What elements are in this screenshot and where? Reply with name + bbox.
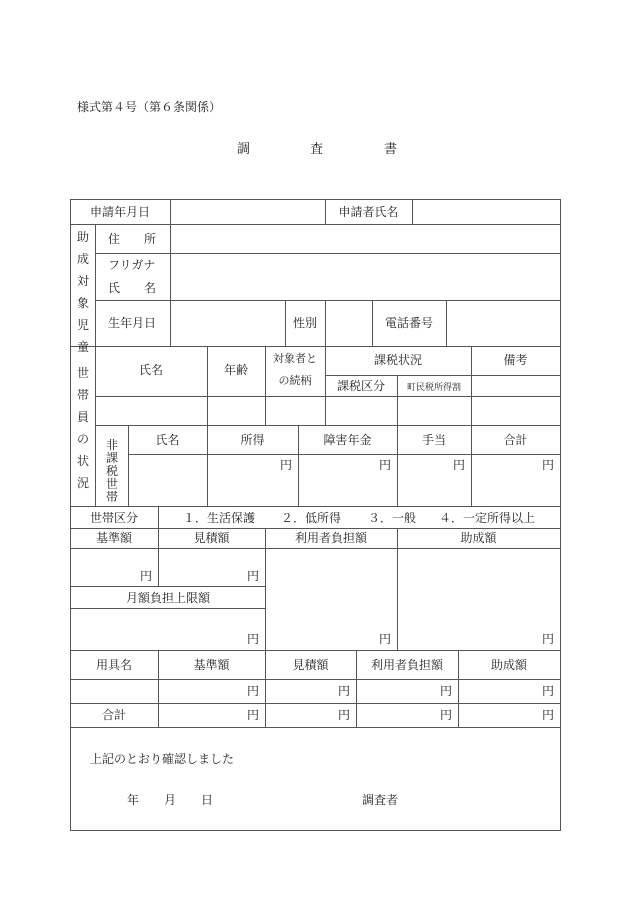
base-amount-yen: 円 xyxy=(140,569,153,583)
child-name-label: 氏 名 xyxy=(108,281,157,295)
tax-class-header: 課税区分 xyxy=(336,379,385,393)
base-amount-header: 基準額 xyxy=(95,531,132,545)
phone-label: 電話番号 xyxy=(384,316,433,330)
equipment-estimate-yen: 円 xyxy=(338,684,351,698)
total-burden-yen: 円 xyxy=(440,708,453,722)
total-subsidy-yen: 円 xyxy=(542,708,555,722)
birthdate-field[interactable] xyxy=(171,301,285,346)
household-class-option-3[interactable]: ３．一般 xyxy=(368,511,417,525)
household-section-label: 世帯員の状況 xyxy=(76,366,89,490)
title-char-3: 書 xyxy=(384,142,398,157)
subsidy-header: 助成額 xyxy=(460,531,497,545)
equipment-base-yen: 円 xyxy=(247,684,260,698)
monthly-cap-label: 月額負担上限額 xyxy=(125,591,210,605)
title-char-2: 査 xyxy=(310,142,324,157)
member-tax-class-field[interactable] xyxy=(326,397,397,425)
nt-pension-header: 障害年金 xyxy=(323,433,372,447)
equipment-name-header: 用具名 xyxy=(95,658,132,672)
nt-allowance-yen: 円 xyxy=(453,458,466,472)
relation-header-1: 対象者と xyxy=(273,352,317,365)
title-char-1: 調 xyxy=(237,142,251,157)
total-label: 合計 xyxy=(101,708,126,722)
child-section-label: 助成対象児童 xyxy=(76,230,89,354)
phone-field[interactable] xyxy=(447,301,560,346)
equipment-name-field[interactable] xyxy=(71,680,158,703)
total-base-yen: 円 xyxy=(247,708,260,722)
sex-field[interactable] xyxy=(326,301,372,346)
estimate-yen: 円 xyxy=(247,569,260,583)
nt-total-yen: 円 xyxy=(542,458,555,472)
sex-label: 性別 xyxy=(292,316,317,330)
subsidy-yen: 円 xyxy=(542,632,555,646)
confirmation-statement: 上記のとおり確認しました xyxy=(90,752,235,766)
furigana-label: フリガナ xyxy=(108,258,156,272)
household-class-label: 世帯区分 xyxy=(89,511,138,525)
nt-allowance-header: 手当 xyxy=(421,433,446,447)
subsidy-field[interactable] xyxy=(398,549,560,650)
estimate-header: 見積額 xyxy=(193,531,230,545)
monthly-cap-field[interactable] xyxy=(71,609,265,650)
member-name-header: 氏名 xyxy=(138,363,163,377)
equipment-burden-yen: 円 xyxy=(440,684,453,698)
investigator-label: 調査者 xyxy=(362,793,399,807)
investigator-field[interactable] xyxy=(405,788,555,810)
month-label: 月 xyxy=(164,793,177,807)
member-remarks-field[interactable] xyxy=(472,397,560,425)
relation-header-2: の続柄 xyxy=(278,374,312,387)
member-town-tax-field[interactable] xyxy=(398,397,471,425)
tax-status-header: 課税状況 xyxy=(373,353,422,367)
user-burden-header: 利用者負担額 xyxy=(294,531,367,545)
household-class-option-4[interactable]: ４．一定所得以上 xyxy=(439,511,536,525)
user-burden-field[interactable] xyxy=(266,549,397,650)
application-date-field[interactable] xyxy=(171,200,325,224)
nt-total-header: 合計 xyxy=(503,433,528,447)
nt-income-yen: 円 xyxy=(280,458,293,472)
day-label: 日 xyxy=(201,793,214,807)
member-age-field[interactable] xyxy=(208,397,265,425)
nt-name-field[interactable] xyxy=(129,455,207,506)
address-field[interactable] xyxy=(171,225,560,253)
nt-income-header: 所得 xyxy=(240,433,265,447)
equipment-subsidy-yen: 円 xyxy=(542,684,555,698)
non-taxable-section-label: 非課税世帯 xyxy=(105,438,118,504)
total-estimate-yen: 円 xyxy=(338,708,351,722)
applicant-name-field[interactable] xyxy=(413,200,560,224)
equipment-estimate-header: 見積額 xyxy=(292,658,329,672)
household-class-option-1[interactable]: １．生活保護 xyxy=(183,511,256,525)
member-age-header: 年齢 xyxy=(223,363,248,377)
confirmation-date-field[interactable] xyxy=(100,788,210,810)
equipment-burden-header: 利用者負担額 xyxy=(370,658,443,672)
household-class-option-2[interactable]: ２．低所得 xyxy=(281,511,342,525)
nt-name-header: 氏名 xyxy=(155,433,180,447)
application-date-label: 申請年月日 xyxy=(89,205,150,219)
form-number: 様式第４号（第６条関係） xyxy=(77,100,222,114)
birthdate-label: 生年月日 xyxy=(108,316,157,330)
equipment-subsidy-header: 助成額 xyxy=(490,658,527,672)
applicant-name-label: 申請者氏名 xyxy=(338,205,399,219)
nt-pension-yen: 円 xyxy=(379,458,392,472)
year-label: 年 xyxy=(127,793,140,807)
equipment-base-header: 基準額 xyxy=(193,658,230,672)
member-name-field[interactable] xyxy=(96,397,207,425)
town-tax-header: 町民税所得割 xyxy=(406,383,461,393)
user-burden-yen: 円 xyxy=(379,632,392,646)
monthly-cap-yen: 円 xyxy=(247,632,260,646)
child-name-field[interactable] xyxy=(171,254,560,300)
member-relation-field[interactable] xyxy=(266,397,325,425)
remarks-header: 備考 xyxy=(503,353,528,367)
address-label: 住 所 xyxy=(108,232,157,246)
